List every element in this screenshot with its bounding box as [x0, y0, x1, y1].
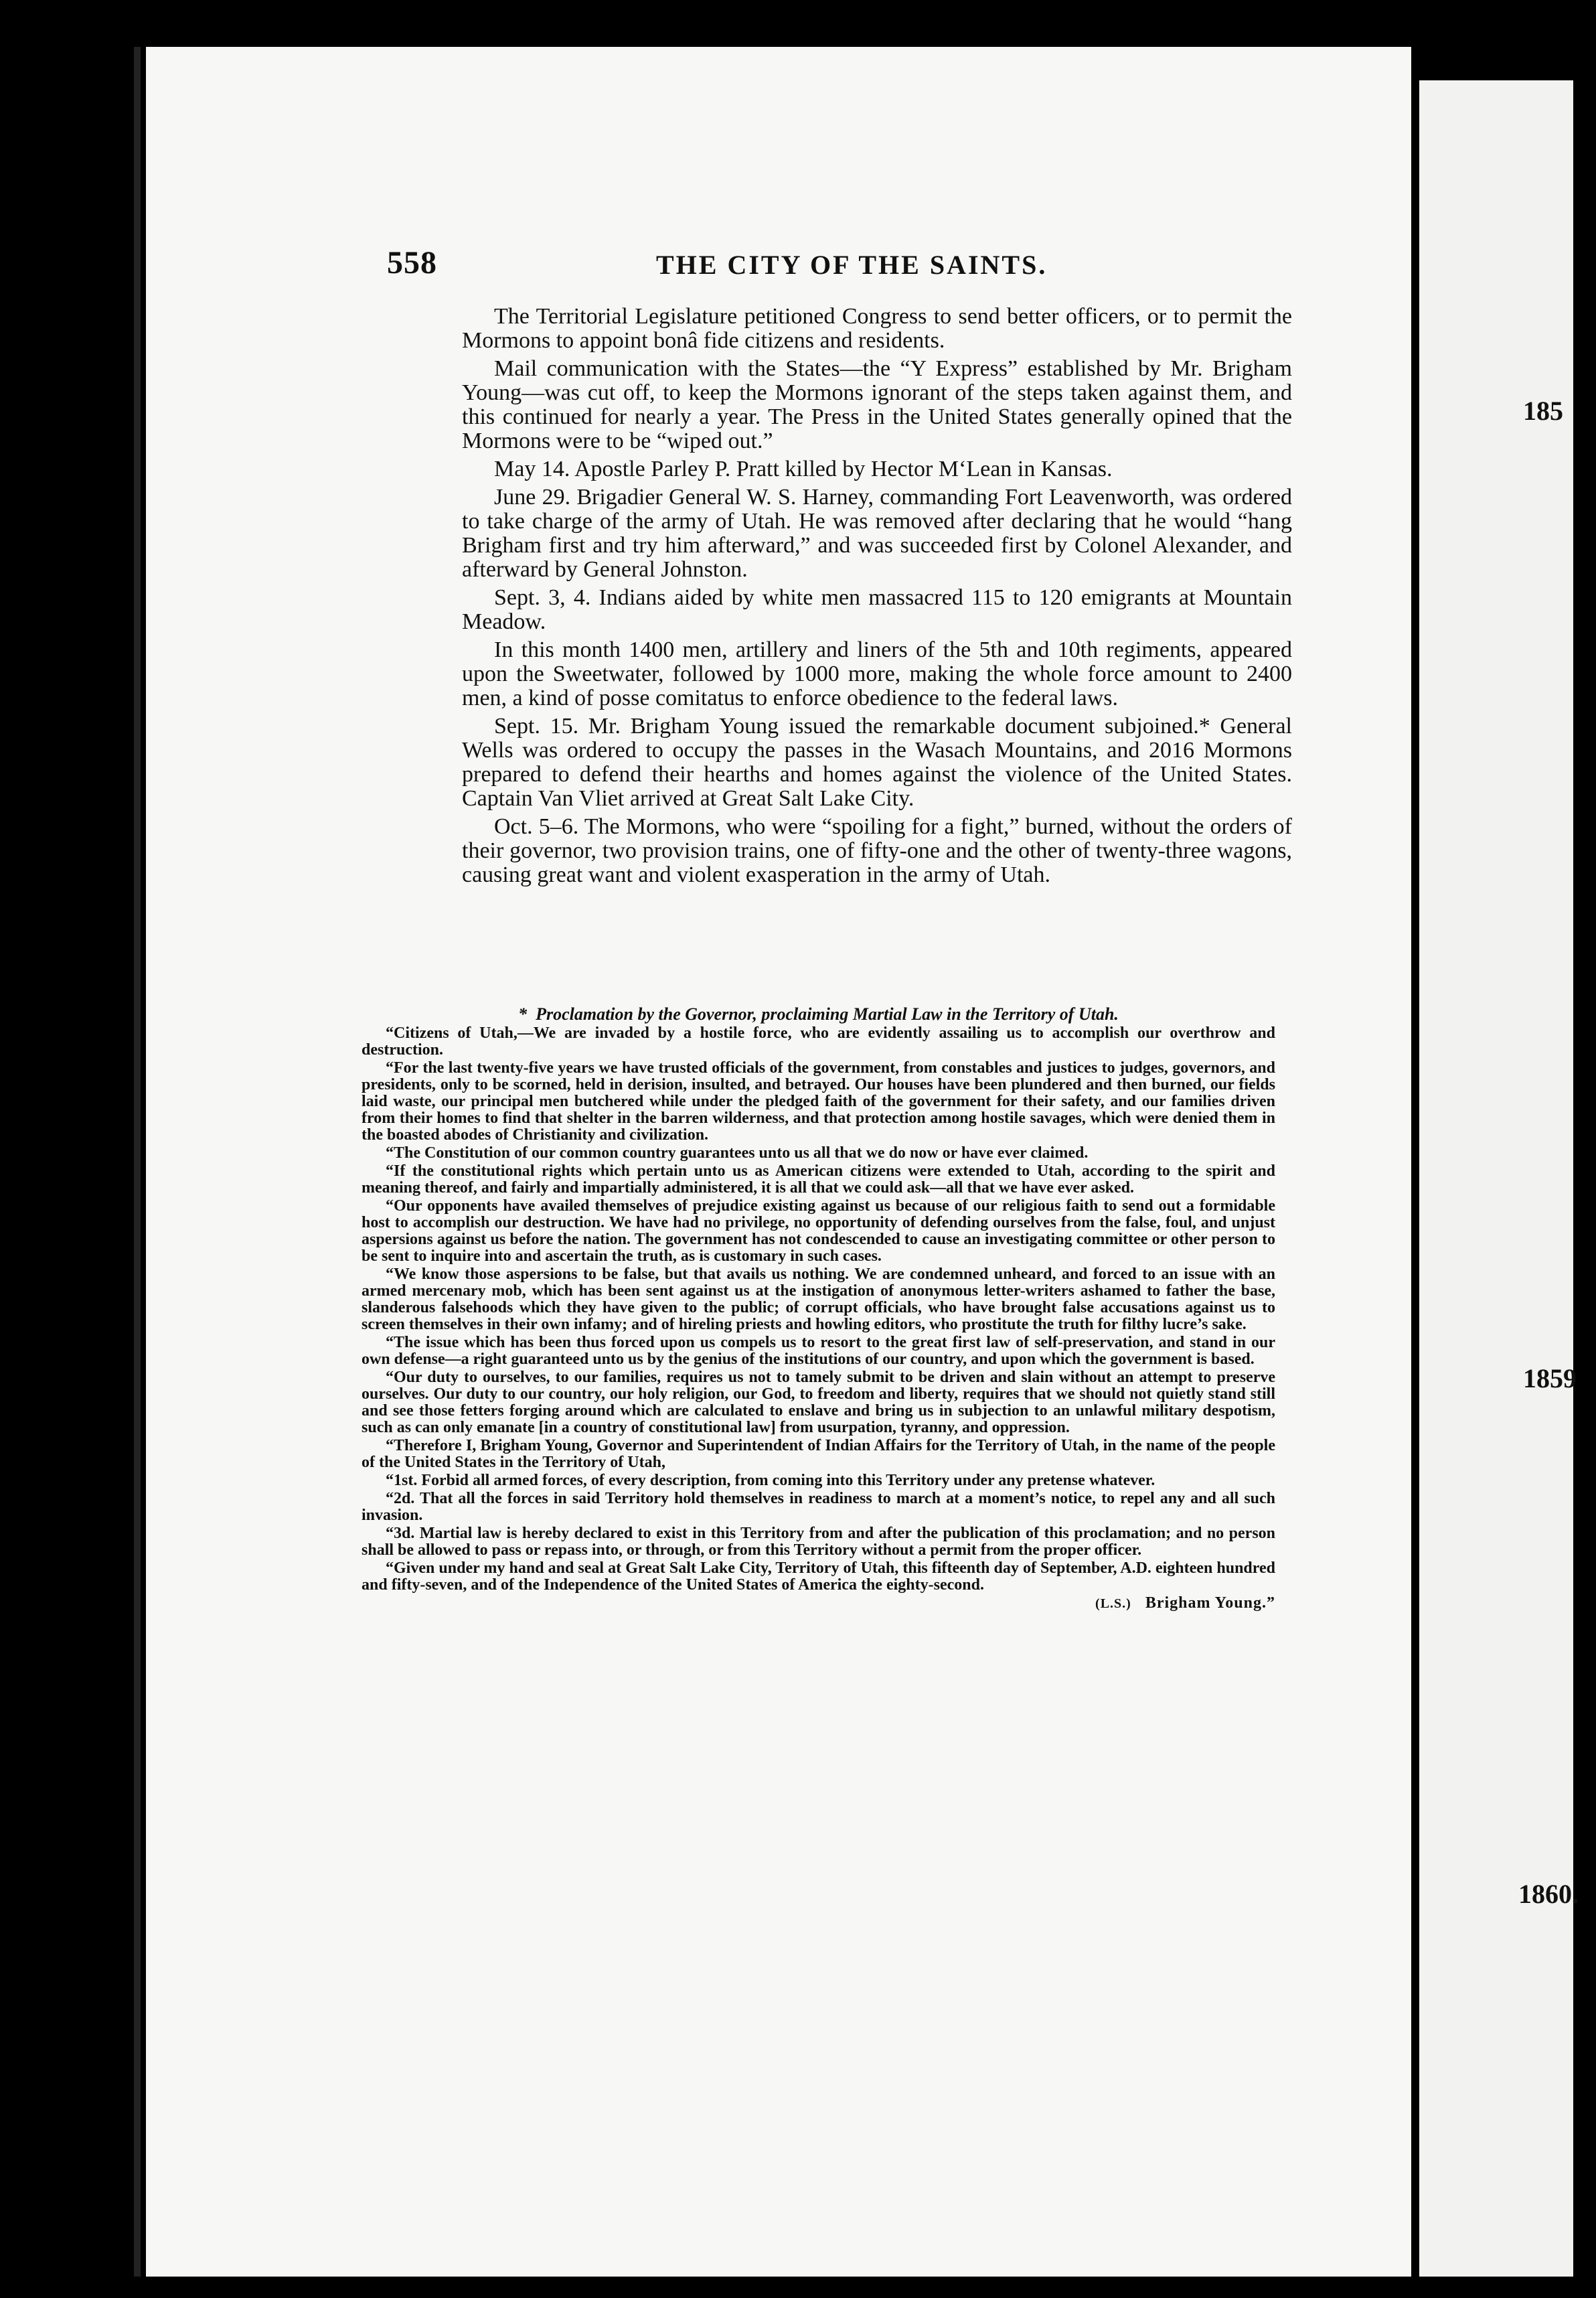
footnote — [362, 1006, 1275, 1614]
page-gutter-shadow — [134, 47, 141, 2277]
paragraph: Mail communication with the States—the “Y Express” established by Mr. Brigham Young—was cut off, to keep the Mormons ignorant of the steps taken against them, and this continued for nearly a year. The Press in the United States generally opined that the Mormons were to be “wiped out.” — [462, 356, 1292, 453]
paragraph: Oct. 5–6. The Mormons, who were “spoiling for a fight,” burned, without the orders of their governor, two provision trains, one of fifty-one and the other of twenty-three wagons, causing great want and violent exasperation in the army of Utah. — [462, 814, 1292, 887]
paragraph: May 14. Apostle Parley P. Pratt killed by Hector M‘Lean in Kansas. — [494, 457, 1113, 481]
footnote-paragraph: “1st. Forbid all armed forces, of every description, from coming into this Territory under any pretense whatever. — [386, 1472, 1155, 1489]
footnote-paragraph: “3d. Martial law is hereby declared to exist in this Territory from and after the publication of this proclamation; and no person shall be allowed to pass or repass into, or through, or from this Territory without a permit from the proper officer. — [362, 1525, 1275, 1559]
paragraph: Sept. 15. Mr. Brigham Young issued the remarkable document subjoined.* General Wells was ordered to occupy the passes in the Wasach Mountains, and 2016 Mormons prepared to defend their hearths and homes against the violence of the United States. Captain Van Vliet arrived at Great Salt Lake City. — [462, 714, 1292, 811]
paragraph: June 29. Brigadier General W. S. Harney, commanding Fort Leavenworth, was ordered to take charge of the army of Utah. He was removed after declaring that he would “hang Brigham first and try him afterward,” and was succeeded first by Colonel Alexander, and afterward by General Johnston. — [462, 485, 1292, 582]
footnote-paragraph: “Our duty to ourselves, to our families, requires us not to tamely submit to be driven and slain without an attempt to preserve ourselves. Our duty to our country, our holy religion, our God, to freedom and liberty, requires that we should not quietly stand still and see those fetters forging around which are calculated to enslave and bring us in subjection to an unlawful military despotism, such as can only emanate [in a country of constitutional law] from usurpation, tyranny, and oppression. — [362, 1369, 1275, 1436]
paragraph: Sept. 3, 4. Indians aided by white men massacred 115 to 120 emigrants at Mountain Meadow. — [462, 585, 1292, 634]
margin-year: 185 — [1523, 396, 1563, 426]
seal-mark: (L.S.) — [1095, 1596, 1131, 1611]
footnote-paragraph: “2d. That all the forces in said Territory hold themselves in readiness to march at a moment’s notice, to repel any and all such invasion. — [362, 1490, 1275, 1524]
footnote-paragraph: “For the last twenty-five years we have trusted officials of the government, from constables and justices to judges, governors, and presidents, only to be scorned, held in derision, insulted, and betrayed. Our houses have been plundered and then burned, our fields laid waste, our principal men butchered while under the pledged faith of the government for their safety, and our families driven from their homes to find that shelter in the barren wilderness, and that protection among hostile savages, which were denied them in the boasted abodes of Christianity and civilization. — [362, 1059, 1275, 1144]
footnote-paragraph: “Therefore I, Brigham Young, Governor and Superintendent of Indian Affairs for the Territory of Utah, in the name of the people of the United States in the Territory of Utah, — [362, 1437, 1275, 1471]
footnote-paragraph: “We know those aspersions to be false, but that avails us nothing. We are condemned unheard, and forced to an issue with an armed mercenary mob, which has been sent against us at the instigation of anonymous letter-writers ashamed to father the base, slanderous falsehoods which they have given to the public; of corrupt officials, who have brought false accusations against us to screen themselves in their own infamy; and of hireling priests and howling editors, who prostitute the truth for filthy lucre’s sake. — [362, 1266, 1275, 1333]
paragraph: The Territorial Legislature petitioned Congress to send better officers, or to permit the Mormons to appoint bonâ fide citizens and residents. — [462, 304, 1292, 353]
footnote-paragraph: “Given under my hand and seal at Great Salt Lake City, Territory of Utah, this fifteenth day of September, A.D. eighteen hundred and fifty-seven, and of the Independence of the United States of America the eighty-second. — [362, 1559, 1275, 1594]
footnote-title — [362, 1006, 1275, 1022]
footnote-marker: * — [518, 1004, 528, 1024]
margin-year: 1860. — [1518, 1879, 1579, 1909]
footnote-paragraph: “The issue which has been thus forced upon us compels us to resort to the great first law of self-preservation, and stand in our own defense—a right guaranteed unto us by the genius of the institutions of our country, and upon which the government is based. — [362, 1334, 1275, 1368]
footnote-paragraph: “The Constitution of our common country guarantees unto us all that we do now or have ever claimed. — [386, 1144, 1089, 1162]
scan-border — [1573, 80, 1596, 2277]
footnote-title-text: Proclamation by the Governor, proclaiming Martial Law in the Territory of Utah. — [536, 1004, 1119, 1024]
signature-line — [362, 1595, 1275, 1612]
footnote-paragraph: “If the constitutional rights which pertain unto us as American citizens were extended to Utah, according to the spirit and meaning thereof, and fairly and impartially administered, it is all that we could ask—all that we have ever asked. — [362, 1162, 1275, 1197]
footnote-paragraph: “Citizens of Utah,—We are invaded by a hostile force, who are evidently assailing us to accomplish our overthrow and destruction. — [362, 1024, 1275, 1059]
footnote-paragraph: “Our opponents have availed themselves of prejudice existing against us because of our religious faith to send out a formidable host to accomplish our destruction. We have had no privilege, no opportunity of defending ourselves from the false, foul, and unjust aspersions against us before the nation. The government has not condescended to cause an investigating committee or other person to be sent to inquire into and ascertain the truth, as is customary in such cases. — [362, 1197, 1275, 1265]
signature: Brigham Young.” — [1145, 1594, 1275, 1612]
main-text — [462, 305, 1292, 891]
paragraph: In this month 1400 men, artillery and liners of the 5th and 10th regiments, appeared upon the Sweetwater, followed by 1000 more, making the whole force amount to 2400 men, a kind of posse comitatus to enforce obedience to the federal laws. — [462, 637, 1292, 710]
running-title: THE CITY OF THE SAINTS. — [656, 250, 1048, 280]
margin-year: 1859 — [1523, 1363, 1577, 1393]
page-number: 558 — [387, 245, 437, 281]
